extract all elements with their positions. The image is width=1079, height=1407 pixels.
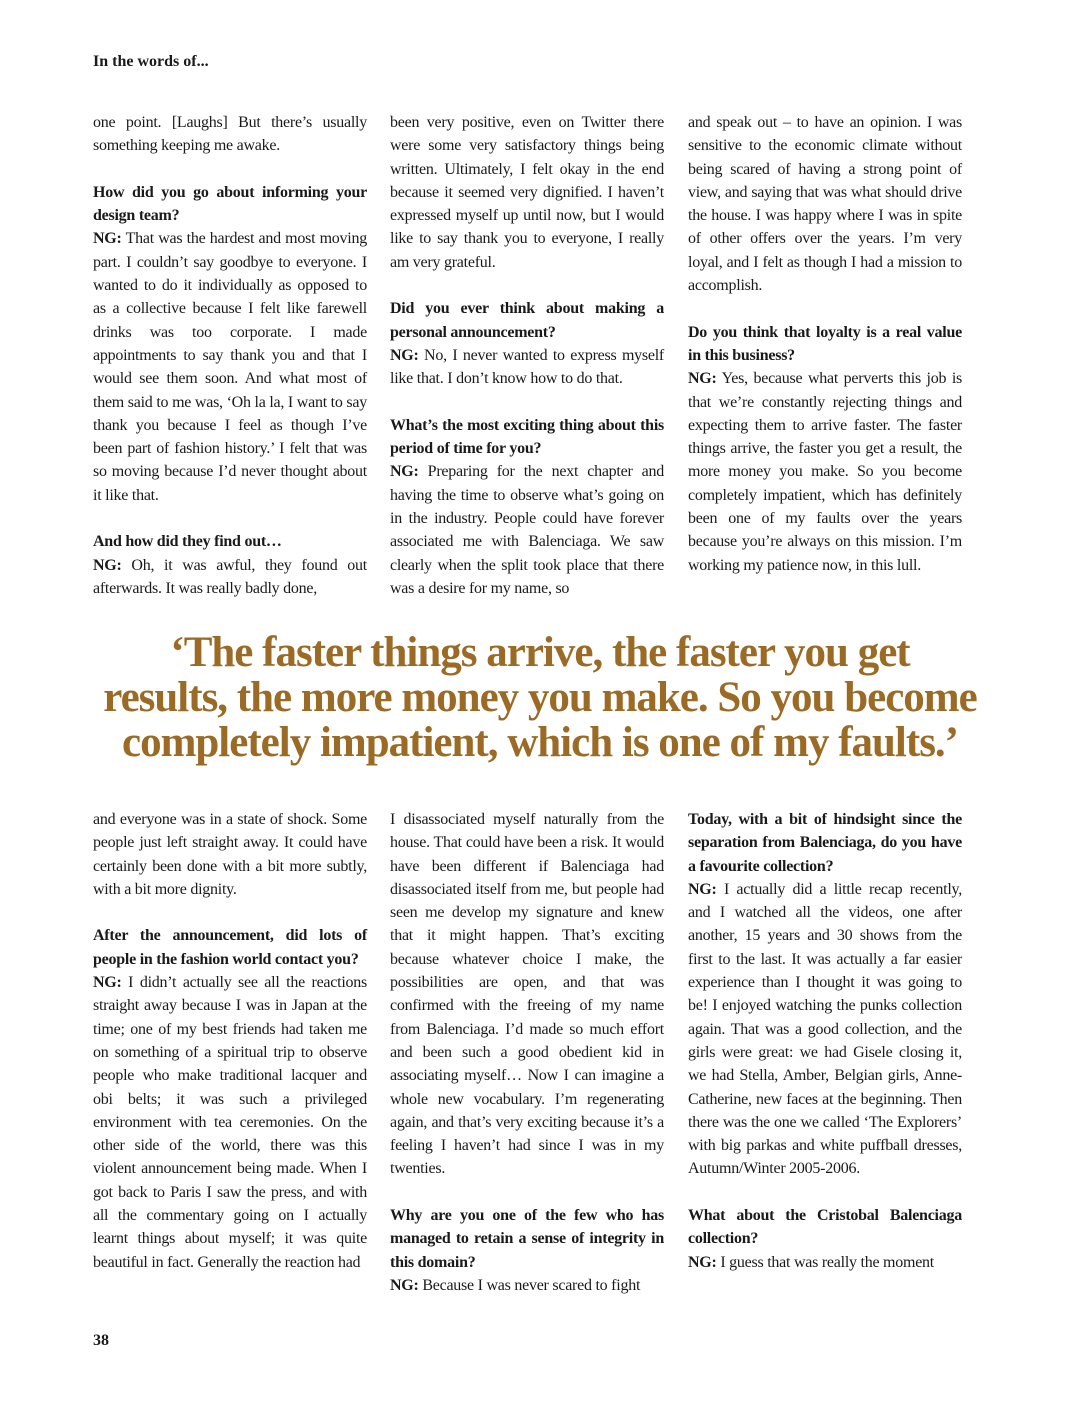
- column-top-1: [93, 111, 367, 600]
- answer-text: That was the hardest and most moving part. I couldn’t say goodbye to everyone. I wanted to do it individually as opposed to as a collective because I felt like farewell drinks was too corporate. I made appointments to say thank you and that I would see them soon. And what most of them said to me was, ‘Oh la la, I want to say thank you because I feel as though I’ve been part of fashion history.’ I felt that was so moving because I’d never thought about it like that.: [93, 230, 367, 504]
- interview-question: And how did they find out…: [93, 533, 282, 551]
- interview-answer: [390, 1274, 664, 1297]
- answer-text: and speak out – to have an opinion. I was sensitive to the economic climate without being scared of having a strong point of view, and saying that was what should drive the house. I was happy where I was in spite of other offers over the years. I’m very loyal, and I felt as though I had a mission to accomplish.: [688, 114, 962, 295]
- interview-answer: [390, 460, 664, 600]
- interview-question: How did you go about informing your design team?: [93, 183, 367, 225]
- interview-answer: [93, 554, 367, 601]
- column-bottom-3: [688, 808, 962, 1274]
- answer-text: one point. [Laughs] But there’s usually something keeping me awake.: [93, 114, 367, 155]
- answer-text: been very positive, even on Twitter there were some very satisfactory things being written. Ultimately, I felt okay in the end because it seemed very dignified. I haven’t expressed myself up until now, but I would like to say thank you to everyone, I really am very grateful.: [390, 114, 664, 271]
- interview-answer: [688, 111, 962, 297]
- speaker-initials: NG:: [93, 974, 122, 992]
- interview-question: After the announcement, did lots of people in the fashion world contact you?: [93, 927, 367, 968]
- speaker-initials: NG:: [688, 1253, 717, 1271]
- column-bottom-2: [390, 808, 664, 1297]
- answer-text: and everyone was in a state of shock. Some people just left straight away. It could have certainly been done with a bit more subtly, with a bit more dignity.: [93, 811, 367, 898]
- column-bottom-1: [93, 808, 367, 1274]
- speaker-initials: NG:: [93, 556, 122, 574]
- interview-answer: [93, 111, 367, 158]
- answer-text: I disassociated myself naturally from the house. That could have been a risk. It would have been different if Balenciaga had disassociated itself from me, but people had seen me develop my signature and knew that it might happen. That’s exciting because whatever choice I make, the possibilities are open, and that was confirmed with the freeing of my name from Balenciaga. I’d made so much effort and been such a good obedient kid in associating myself… Now I can imagine a whole new vocabulary. I’m regenerating again, and that’s very exciting because it’s a feeling I haven’t had since I was in my twenties.: [390, 811, 664, 1178]
- page-number: 38: [93, 1332, 109, 1349]
- answer-text: Oh, it was awful, they found out afterwards. It was really badly done,: [93, 556, 367, 597]
- interview-answer: [390, 344, 664, 391]
- pull-quote-line: completely impatient, which is one of my faults.’: [121, 719, 958, 766]
- running-head: In the words of...: [93, 53, 209, 70]
- speaker-initials: NG:: [390, 1276, 419, 1294]
- interview-answer: [390, 808, 664, 1181]
- interview-answer: [93, 971, 367, 1274]
- answer-text: No, I never wanted to express myself like that. I don’t know how to do that.: [390, 346, 664, 388]
- interview-answer: [93, 808, 367, 901]
- interview-answer: [688, 367, 962, 577]
- answer-text: I didn’t actually see all the reactions straight away because I was in Japan at the time; one of my best friends had taken me on something of a spiritual trip to observe people who make traditional lacquer and obi belts; it was such a privileged environment with tea ceremonies. On the other side of the world, there was this violent announcement being made. When I got back to Paris I saw the press, and with all the commentary going on I actually learnt things about myself; it was quite beautiful in fact. Generally the reaction had: [93, 974, 367, 1271]
- interview-question: What about the Cristobal Balenciaga collection?: [688, 1207, 962, 1248]
- interview-question: Do you think that loyalty is a real value in this business?: [688, 323, 962, 364]
- pull-quote-line: ‘The faster things arrive, the faster you get: [170, 629, 910, 676]
- speaker-initials: NG:: [390, 463, 419, 481]
- speaker-initials: NG:: [390, 346, 419, 364]
- interview-answer: [688, 878, 962, 1181]
- speaker-initials: NG:: [688, 370, 717, 388]
- interview-question: Why are you one of the few who has managed to retain a sense of integrity in this domain?: [390, 1207, 664, 1271]
- answer-text: I actually did a little recap recently, and I watched all the videos, one after another, 15 years and 30 shows from the first to the last. It was actually a far easier experience than I thought it was going to be! I enjoyed watching the punks collection again. That was a good collection, and the girls were great: we had Gisele closing it, we had Stella, Amber, Belgian girls, Anne-Catherine, new faces at the beginning. Then there was the one we called ‘The Explorers’ with big parkas and white puffball dresses, Autumn/Winter 2005-2006.: [688, 880, 962, 1178]
- interview-answer: [390, 111, 664, 274]
- speaker-initials: NG:: [688, 880, 717, 898]
- answer-text: Because I was never scared to fight: [418, 1276, 641, 1294]
- answer-text: Yes, because what perverts this job is that we’re constantly rejecting things and expecting them to arrive faster. The faster things arrive, the faster you get a result, the more money you make. So you become completely impatient, which has definitely been one of my faults over the years because you’re always on this mission. I’m working my patience now, in this lull.: [688, 370, 962, 574]
- speaker-initials: NG:: [93, 230, 122, 248]
- answer-text: Preparing for the next chapter and having the time to observe what’s going on in the industry. People could have forever associated me with Balenciaga. We saw clearly when the split took place that there was a desire for my name, so: [390, 463, 664, 597]
- interview-answer: [688, 1251, 962, 1274]
- interview-question: What’s the most exciting thing about this period of time for you?: [390, 416, 664, 458]
- column-top-2: [390, 111, 664, 600]
- interview-question: Did you ever think about making a personal announcement?: [390, 300, 664, 341]
- pull-quote: [60, 630, 1020, 765]
- pull-quote-line: results, the more money you make. So you become: [103, 674, 977, 721]
- interview-answer: [93, 227, 367, 507]
- answer-text: I guess that was really the moment: [716, 1253, 934, 1271]
- interview-question: Today, with a bit of hindsight since the separation from Balenciaga, do you have a favourite collection?: [688, 811, 962, 875]
- column-top-3: [688, 111, 962, 577]
